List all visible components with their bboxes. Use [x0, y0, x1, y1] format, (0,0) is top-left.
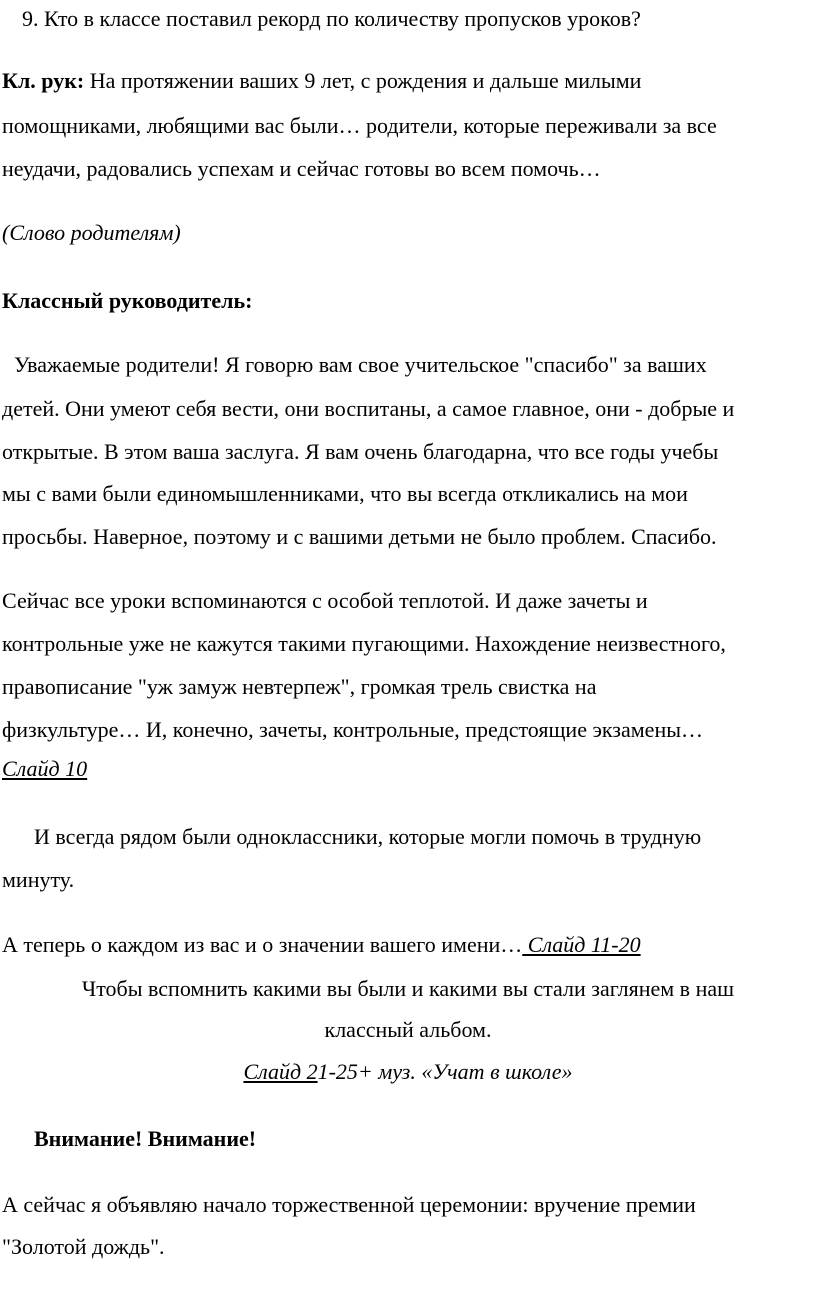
album-line-2: классный альбом.	[324, 1017, 492, 1042]
para1-line-4: мы с вами были единомышленниками, что вы всегда откликались на мои	[2, 481, 688, 506]
para2-line-1: Сейчас все уроки вспоминаются с особой теплотой. И даже зачеты и	[2, 588, 648, 613]
kl-ruk-line-2: помощниками, любящими вас были… родители, которые переживали за все	[2, 113, 717, 138]
final-line-2: "Золотой дождь".	[2, 1234, 165, 1259]
kl-ruk-label: Кл. рук:	[2, 68, 85, 93]
para2-line-2: контрольные уже не кажутся такими пугающими. Нахождение неизвестного,	[2, 631, 726, 656]
slide-11-20-label: Слайд 11-20	[522, 932, 641, 957]
attention-heading: Внимание! Внимание!	[34, 1126, 257, 1151]
para1-line-3: открытые. В этом ваша заслуга. Я вам очень благодарна, что все годы учебы	[2, 439, 719, 464]
kl-ruk-text-1: На протяжении ваших 9 лет, с рождения и дальше милыми	[84, 68, 642, 93]
kl-ruk-line-1	[2, 70, 641, 92]
names-text: А теперь о каждом из вас и о значении вашего имени…	[2, 932, 523, 957]
para3-line-1: И всегда рядом были одноклассники, которые могли помочь в трудную	[34, 824, 702, 849]
teacher-heading: Классный руководитель:	[2, 288, 253, 313]
slide-21-25-line	[0, 1061, 816, 1083]
para1-line-1: Уважаемые родители! Я говорю вам свое учительское "спасибо" за ваших	[14, 352, 707, 377]
final-line-1: А сейчас я объявляю начало торжественной церемонии: вручение премии	[2, 1192, 696, 1217]
para1-line-2: детей. Они умеют себя вести, они воспитаны, а самое главное, они - добрые и	[2, 396, 735, 421]
kl-ruk-line-3: неудачи, радовались успехам и сейчас готовы во всем помочь…	[2, 156, 601, 181]
names-line	[2, 934, 641, 956]
para2-line-3: правописание "уж замуж невтерпеж", громкая трель свистка на	[2, 674, 597, 699]
para3-line-2: минуту.	[2, 867, 75, 892]
album-line-1: Чтобы вспомнить какими вы были и какими вы стали заглянем в наш	[81, 976, 735, 1001]
para2-line-4: физкультуре… И, конечно, зачеты, контрольные, предстоящие экзамены…	[2, 717, 703, 742]
para1-line-5: просьбы. Наверное, поэтому и с вашими детьми не было проблем. Спасибо.	[2, 524, 717, 549]
slide-21-underlined: Слайд 2	[243, 1059, 318, 1084]
slide-21-rest: 1-25+ муз. «Учат в школе»	[317, 1059, 573, 1084]
slovo-roditelyam: (Слово родителям)	[2, 220, 181, 245]
slide-10-label: Слайд 10	[2, 756, 88, 781]
question-line: 9. Кто в классе поставил рекорд по количеству пропусков уроков?	[22, 6, 641, 31]
